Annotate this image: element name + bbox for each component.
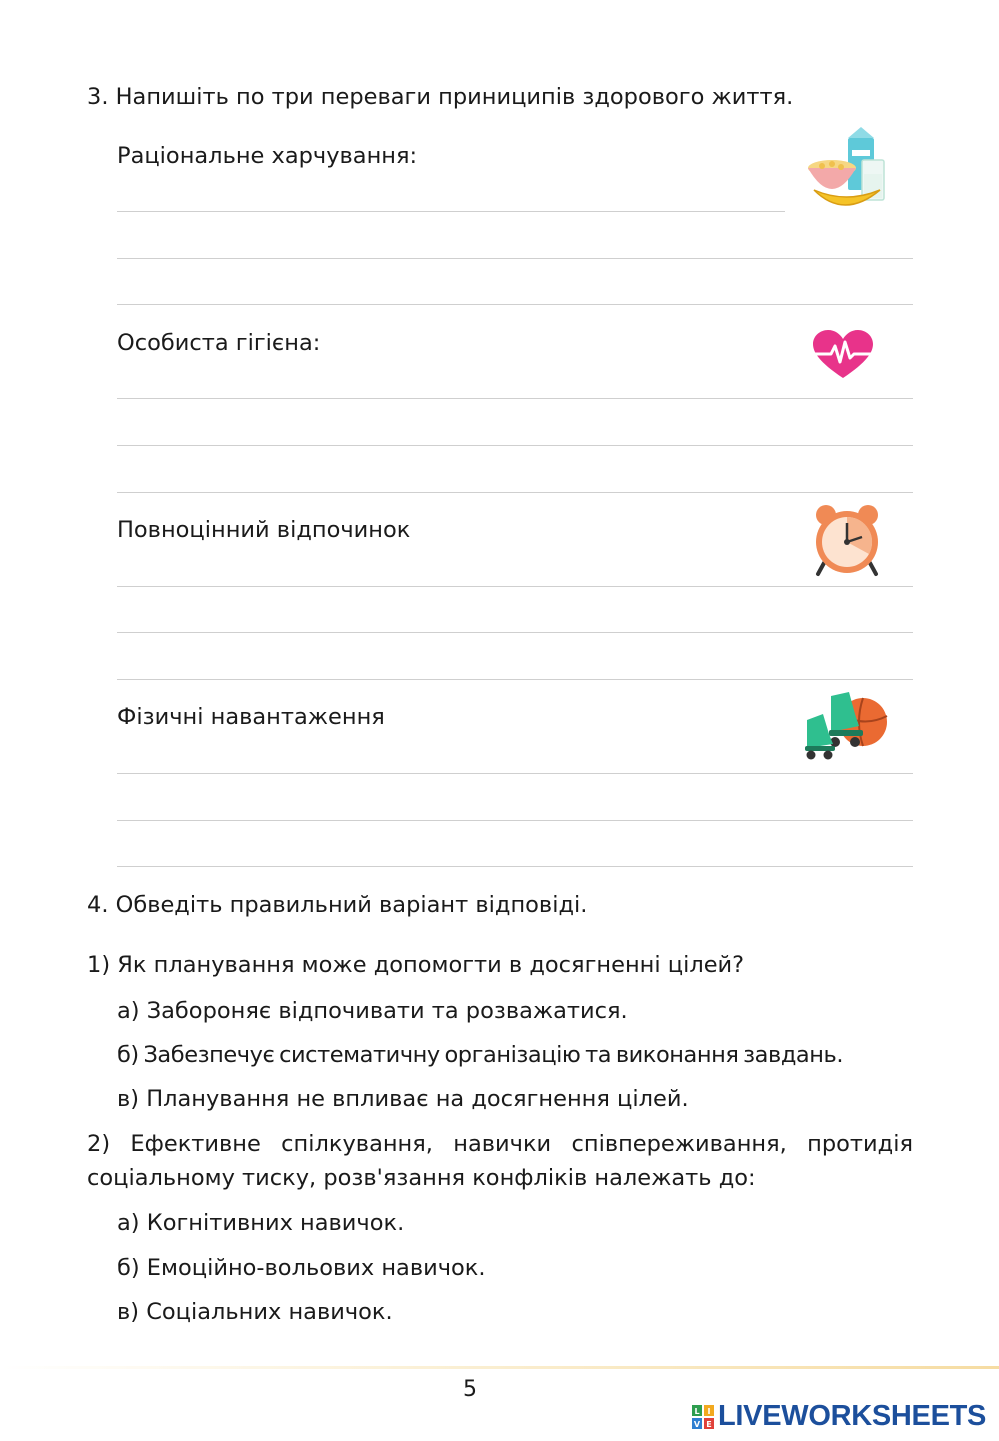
- q2-option-a[interactable]: а) Когнітивних навичок.: [117, 1210, 405, 1236]
- task4-heading: 4. Обведіть правильний варіант відповіді.: [87, 892, 588, 918]
- logo-letter: V: [693, 1419, 701, 1429]
- answer-line[interactable]: [117, 258, 913, 259]
- question-2: 2) Ефективне спілкування, навички співпереживання, протидія соціальному тиску, розв'язання конфліків належать до:: [87, 1131, 913, 1191]
- answer-line[interactable]: [117, 398, 913, 399]
- answer-line[interactable]: [117, 820, 913, 821]
- section-label-nutrition: Раціональне харчування:: [117, 143, 418, 169]
- heart-icon: [813, 330, 873, 380]
- q1-option-b[interactable]: б) Забезпечує систематичну організацію та виконання завдань.: [117, 1042, 844, 1068]
- q2-option-c[interactable]: в) Соціальних навичок.: [117, 1299, 393, 1325]
- food-icon: [806, 124, 890, 214]
- liveworksheets-logo-icon: [692, 1405, 714, 1429]
- answer-line[interactable]: [117, 304, 913, 305]
- section-label-physical: Фізичні навантаження: [117, 704, 385, 730]
- roller-skates-ball-icon: [801, 688, 891, 760]
- logo-letter: I: [707, 1406, 711, 1416]
- brand-name: LIVEWORKSHEETS: [718, 1400, 987, 1432]
- q2-option-b[interactable]: б) Емоційно-вольових навичок.: [117, 1255, 486, 1281]
- section-label-rest: Повноцінний відпочинок: [117, 517, 411, 543]
- answer-line[interactable]: [117, 679, 913, 680]
- logo-letter: E: [706, 1419, 712, 1429]
- answer-line[interactable]: [117, 492, 913, 493]
- answer-line[interactable]: [117, 445, 913, 446]
- footer-rule: [0, 1366, 999, 1369]
- task3-heading: 3. Напишіть по три переваги приниципів здорового життя.: [87, 84, 794, 110]
- q1-option-c[interactable]: в) Планування не впливає на досягнення цілей.: [117, 1086, 689, 1112]
- liveworksheets-logo: [692, 1400, 986, 1433]
- section-label-hygiene: Особиста гігієна:: [117, 330, 321, 356]
- answer-line[interactable]: [117, 586, 913, 587]
- answer-line[interactable]: [117, 211, 785, 212]
- logo-letter: L: [694, 1406, 700, 1416]
- page-number: 5: [463, 1377, 477, 1402]
- alarm-clock-icon: [810, 503, 884, 577]
- answer-line[interactable]: [117, 632, 913, 633]
- answer-line[interactable]: [117, 866, 913, 867]
- answer-line[interactable]: [117, 773, 913, 774]
- question-1: 1) Як планування може допомогти в досягненні цілей?: [87, 952, 745, 978]
- q1-option-a[interactable]: а) Забороняє відпочивати та розважатися.: [117, 998, 628, 1024]
